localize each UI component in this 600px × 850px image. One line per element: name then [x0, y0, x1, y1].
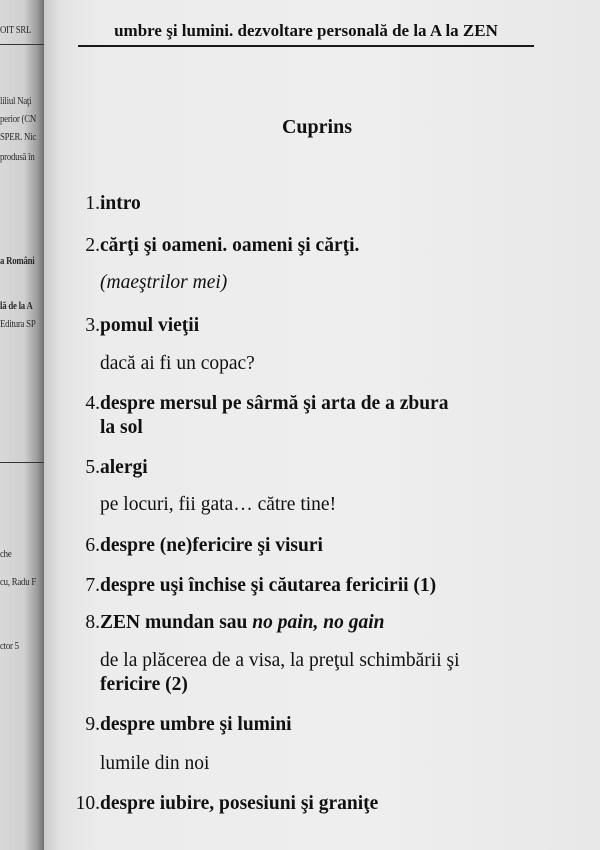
toc-entry-title — [100, 714, 292, 736]
header-rule — [78, 45, 534, 47]
toc-entry-number: 1. — [85, 193, 100, 214]
left-page-fragment: lă de la A — [0, 300, 33, 312]
toc-text: intro — [100, 193, 141, 214]
toc-entry-continuation — [100, 417, 143, 439]
toc-text: cărţi şi oameni. oameni şi cărţi. — [100, 235, 360, 256]
toc-entry-title — [100, 612, 385, 634]
left-page-fragment: liliul Naţi — [0, 95, 32, 107]
toc-entry-number: 3. — [85, 315, 100, 336]
left-page-fragment: OIT SRL — [0, 24, 32, 36]
toc-entry-subtitle — [100, 494, 336, 516]
left-page-rule — [0, 44, 44, 45]
toc-entry-number: 9. — [85, 714, 100, 735]
toc-entry-title — [100, 193, 141, 215]
toc-text: despre (ne)fericire şi visuri — [100, 535, 323, 556]
toc-entry-number: 10. — [75, 793, 100, 814]
toc-entry-title — [100, 315, 199, 337]
toc-text: despre iubire, posesiuni şi graniţe — [100, 793, 379, 814]
toc-entry-subtitle — [100, 650, 460, 672]
toc-text: despre umbre şi lumini — [100, 714, 292, 735]
left-page-fragment: perior (CN — [0, 113, 36, 125]
toc-entry-subtitle — [100, 272, 227, 294]
toc-text: despre uşi închise şi căutarea fericirii (1) — [100, 575, 437, 596]
left-page-fragment: SPER. Nic — [0, 131, 36, 143]
left-page-fragment: ctor 5 — [0, 640, 19, 652]
adjacent-page — [0, 0, 44, 850]
toc-entry-subtitle — [100, 674, 188, 696]
toc-entry-title — [100, 235, 359, 257]
toc-entry-title — [100, 793, 378, 815]
toc-entry-number: 2. — [85, 235, 100, 256]
left-page-fragment: a Români — [0, 255, 35, 267]
toc-text: despre mersul pe sârmă şi arta de a zbura — [100, 393, 449, 414]
toc-entry-title — [100, 575, 436, 597]
toc-entry-number: 4. — [85, 393, 100, 414]
left-page-fragment: Editura SP — [0, 318, 36, 330]
toc-text: dacă ai fi un copac? — [100, 353, 255, 374]
toc-text: alergi — [100, 457, 148, 478]
toc-text: pe locuri, fii gata… către tine! — [100, 494, 337, 515]
toc-text: de la plăcerea de a visa, la preţul schimbării şi — [100, 650, 460, 671]
toc-text: la sol — [100, 417, 143, 438]
left-page-fragment: produsă în — [0, 151, 35, 163]
toc-text: no pain, no gain — [252, 612, 385, 633]
toc-entry-subtitle — [100, 753, 209, 775]
toc-entry-subtitle — [100, 353, 255, 375]
left-page-fragment: che — [0, 548, 12, 560]
running-header: umbre şi lumini. dezvoltare personală de la A la ZEN — [114, 21, 498, 40]
toc-text: ZEN mundan sau — [100, 612, 253, 633]
toc-entry-title — [100, 535, 323, 557]
toc-entry-number: 6. — [85, 535, 100, 556]
toc-text: fericire (2) — [100, 674, 188, 695]
toc-page — [44, 0, 600, 850]
left-page-rule — [0, 462, 44, 463]
toc-entry-title — [100, 393, 448, 415]
toc-title: Cuprins — [281, 116, 353, 138]
toc-entry-title — [100, 457, 148, 479]
toc-text: (maeştrilor mei) — [100, 272, 228, 293]
toc-text: pomul vieţii — [100, 315, 200, 336]
toc-text: lumile din noi — [100, 753, 210, 774]
toc-entry-number: 8. — [85, 612, 100, 633]
left-page-fragment: cu, Radu F — [0, 576, 36, 588]
toc-entry-number: 7. — [85, 575, 100, 596]
toc-entry-number: 5. — [85, 457, 100, 478]
